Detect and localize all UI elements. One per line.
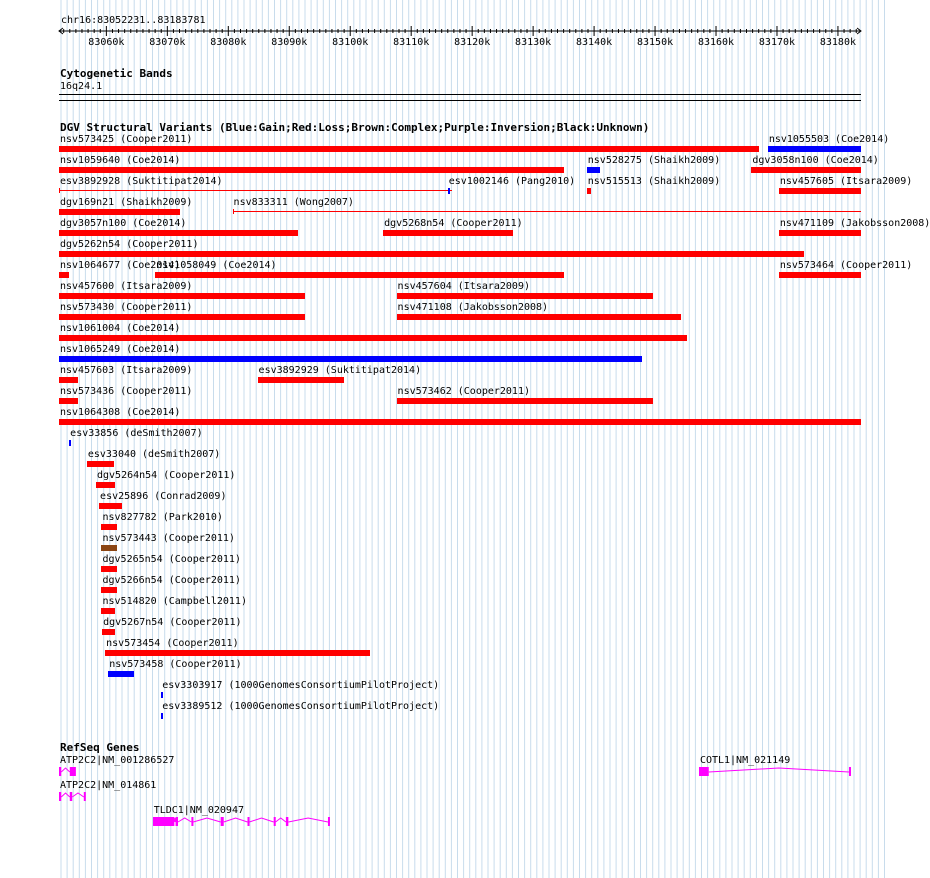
- dgv-feature-bar[interactable]: [779, 272, 861, 278]
- dgv-feature-label[interactable]: nsv514820 (Campbell2011): [102, 596, 247, 607]
- dgv-feature-bar[interactable]: [105, 650, 370, 656]
- refseq-intron: [249, 818, 273, 822]
- dgv-feature-bar[interactable]: [99, 503, 122, 509]
- dgv-feature-bar[interactable]: [59, 377, 78, 383]
- dgv-feature-label[interactable]: esv33040 (deSmith2007): [87, 449, 221, 460]
- refseq-intron: [174, 818, 175, 822]
- dgv-feature-label[interactable]: nsv573458 (Cooper2011): [109, 659, 242, 670]
- dgv-feature-label[interactable]: nsv573454 (Cooper2011): [106, 638, 239, 649]
- dgv-feature-label[interactable]: dgv5262n54 (Cooper2011): [60, 239, 199, 250]
- ruler-track[interactable]: [0, 22, 890, 62]
- location-label: chr16:83052231..83183781: [61, 15, 206, 26]
- dgv-feature-label[interactable]: nsv1065249 (Coe2014): [60, 344, 181, 355]
- dgv-feature-bar[interactable]: [101, 587, 116, 593]
- dgv-feature-label[interactable]: nsv573462 (Cooper2011): [397, 386, 530, 397]
- dgv-feature-label[interactable]: nsv573464 (Cooper2011): [779, 260, 913, 271]
- refseq-intron: [223, 818, 247, 822]
- ruler-tick-label: 83130k: [515, 37, 552, 48]
- refseq-gene-model[interactable]: [59, 791, 90, 805]
- dgv-feature-bar[interactable]: [108, 671, 134, 677]
- dgv-feature-label[interactable]: nsv528275 (Shaikh2009): [587, 155, 721, 166]
- dgv-feature-bar[interactable]: [233, 211, 861, 212]
- ruler-tick-label: 83160k: [697, 37, 735, 48]
- refseq-exon: [191, 817, 193, 826]
- dgv-feature-bar[interactable]: [59, 419, 861, 425]
- refseq-gene-model[interactable]: [153, 816, 334, 830]
- dgv-feature-bar[interactable]: [155, 272, 564, 278]
- dgv-feature-label[interactable]: dgv3057n100 (Coe2014): [60, 218, 187, 229]
- ruler-tick-label: 83150k: [636, 37, 674, 48]
- refseq-intron: [178, 818, 191, 822]
- dgv-feature-bar[interactable]: [96, 482, 115, 488]
- refseq-intron: [61, 768, 70, 772]
- dgv-feature-label[interactable]: esv3303917 (1000GenomesConsortiumPilotProject): [162, 680, 440, 691]
- dgv-feature-label[interactable]: nsv1064308 (Coe2014): [60, 407, 181, 418]
- refseq-gene-model[interactable]: [699, 766, 865, 780]
- dgv-track-title: DGV Structural Variants (Blue:Gain;Red:Loss;Brown:Complex;Purple:Inversion;Black:Unknown): [60, 121, 650, 134]
- dgv-feature-label[interactable]: esv3892929 (Suktitipat2014): [258, 365, 422, 376]
- ruler-tick-label: 83070k: [149, 37, 186, 48]
- refseq-track-title: RefSeq Genes: [60, 741, 140, 754]
- dgv-feature-bar[interactable]: [397, 314, 682, 320]
- ruler-tick-label: 83120k: [454, 37, 491, 48]
- refseq-exon: [70, 792, 72, 801]
- dgv-feature-label[interactable]: nsv457604 (Itsara2009): [397, 281, 530, 292]
- refseq-exon: [286, 817, 288, 826]
- cytoband-track-title: Cytogenetic Bands: [60, 67, 173, 80]
- dgv-feature-bar[interactable]: [59, 190, 452, 191]
- refseq-exon: [247, 817, 249, 826]
- cytoband-label[interactable]: 16q24.1: [60, 81, 103, 92]
- dgv-feature-label[interactable]: nsv1061004 (Coe2014): [60, 323, 181, 334]
- cytoband-divider: [59, 94, 861, 95]
- dgv-feature-bar[interactable]: [59, 293, 305, 299]
- refseq-intron: [709, 768, 849, 772]
- dgv-feature-label[interactable]: dgv5264n54 (Cooper2011): [96, 470, 236, 481]
- dgv-feature-bar[interactable]: [161, 692, 163, 698]
- dgv-feature-bar[interactable]: [59, 209, 180, 215]
- refseq-gene-label[interactable]: ATP2C2|NM_014861: [60, 780, 157, 791]
- dgv-feature-label[interactable]: esv3892928 (Suktitipat2014): [60, 176, 223, 187]
- dgv-feature-bar[interactable]: [59, 230, 298, 236]
- ruler-tick-label: 83170k: [758, 37, 796, 48]
- dgv-feature-label[interactable]: esv33856 (deSmith2007): [70, 428, 203, 439]
- ruler-tick-label: 83100k: [332, 37, 369, 48]
- dgv-feature-bar[interactable]: [101, 524, 116, 530]
- dgv-feature-bar[interactable]: [59, 335, 687, 341]
- refseq-exon: [70, 767, 76, 776]
- dgv-feature-bar[interactable]: [779, 230, 861, 236]
- refseq-exon: [59, 792, 61, 801]
- dgv-feature-label[interactable]: dgv5265n54 (Cooper2011): [102, 554, 241, 565]
- dgv-feature-label[interactable]: nsv1058049 (Coe2014): [156, 260, 277, 271]
- refseq-exon: [699, 767, 709, 776]
- dgv-feature-label[interactable]: esv3389512 (1000GenomesConsortiumPilotProject): [162, 701, 440, 712]
- dgv-feature-label[interactable]: nsv471108 (Jakobsson2008): [397, 302, 549, 313]
- dgv-feature-bar[interactable]: [59, 356, 642, 362]
- dgv-feature-label[interactable]: dgv5266n54 (Cooper2011): [102, 575, 241, 586]
- dgv-feature-bar[interactable]: [768, 146, 861, 152]
- dgv-feature-bar[interactable]: [101, 608, 114, 614]
- dgv-feature-bar[interactable]: [59, 272, 69, 278]
- dgv-feature-bar[interactable]: [587, 167, 600, 173]
- refseq-intron: [61, 793, 70, 797]
- cytoband-divider: [59, 100, 861, 101]
- refseq-gene-label[interactable]: ATP2C2|NM_001286527: [60, 755, 175, 766]
- dgv-feature-bar[interactable]: [751, 167, 861, 173]
- dgv-feature-bar[interactable]: [59, 167, 564, 173]
- dgv-feature-label[interactable]: dgv3058n100 (Coe2014): [752, 155, 879, 166]
- dgv-feature-label[interactable]: nsv515513 (Shaikh2009): [587, 176, 721, 187]
- dgv-feature-bar[interactable]: [383, 230, 513, 236]
- dgv-feature-bar[interactable]: [59, 398, 78, 404]
- refseq-gene-label[interactable]: TLDC1|NM_020947: [153, 805, 244, 816]
- refseq-intron: [193, 818, 220, 822]
- dgv-feature-label[interactable]: nsv1059640 (Coe2014): [60, 155, 181, 166]
- dgv-feature-bar[interactable]: [101, 545, 116, 551]
- dgv-feature-bar[interactable]: [258, 377, 345, 383]
- ruler-tick-label: 83090k: [271, 37, 308, 48]
- ruler-tick-label: 83110k: [393, 37, 430, 48]
- ruler-tick-label: 83180k: [819, 37, 857, 48]
- dgv-feature-bar[interactable]: [397, 398, 653, 404]
- dgv-feature-label[interactable]: dgv5268n54 (Cooper2011): [384, 218, 523, 229]
- dgv-feature-label[interactable]: nsv457600 (Itsara2009): [60, 281, 193, 292]
- dgv-feature-label[interactable]: nsv457605 (Itsara2009): [779, 176, 913, 187]
- dgv-feature-bar[interactable]: [102, 629, 115, 635]
- dgv-feature-bar[interactable]: [87, 461, 114, 467]
- ruler-tick-label: 83060k: [88, 37, 125, 48]
- ruler-tick-label: 83080k: [210, 37, 247, 48]
- refseq-exon: [220, 817, 223, 826]
- dgv-feature-label[interactable]: nsv1064677 (Coe2014): [60, 260, 181, 271]
- ruler-tick-label: 83140k: [576, 37, 613, 48]
- refseq-intron: [275, 818, 285, 822]
- dgv-feature-label[interactable]: nsv827782 (Park2010): [102, 512, 223, 523]
- dgv-feature-label[interactable]: nsv573425 (Cooper2011): [60, 134, 193, 145]
- refseq-exon: [273, 817, 275, 826]
- dgv-feature-bar[interactable]: [397, 293, 653, 299]
- refseq-intron: [288, 818, 328, 822]
- dgv-feature-bar[interactable]: [161, 713, 163, 719]
- dgv-feature-label[interactable]: esv25896 (Conrad2009): [100, 491, 227, 502]
- dgv-feature-label[interactable]: dgv169n21 (Shaikh2009): [60, 197, 193, 208]
- dgv-feature-label[interactable]: nsv573430 (Cooper2011): [60, 302, 193, 313]
- dgv-feature-bar[interactable]: [448, 188, 450, 194]
- dgv-feature-label[interactable]: esv1002146 (Pang2010): [448, 176, 576, 187]
- refseq-exon: [84, 792, 86, 801]
- dgv-feature-bar[interactable]: [59, 146, 759, 152]
- dgv-feature-label[interactable]: nsv1055503 (Coe2014): [768, 134, 890, 145]
- dgv-feature-label[interactable]: dgv5267n54 (Cooper2011): [103, 617, 242, 628]
- dgv-feature-label[interactable]: nsv573443 (Cooper2011): [102, 533, 235, 544]
- dgv-feature-label[interactable]: nsv573436 (Cooper2011): [60, 386, 193, 397]
- refseq-exon: [175, 817, 177, 826]
- refseq-exon: [328, 817, 330, 826]
- refseq-gene-label[interactable]: COTL1|NM_021149: [699, 755, 791, 766]
- dgv-feature-bar[interactable]: [69, 440, 71, 446]
- refseq-intron: [72, 793, 84, 797]
- refseq-exon: [849, 767, 851, 776]
- dgv-feature-bar[interactable]: [779, 188, 861, 194]
- dgv-feature-label[interactable]: nsv833311 (Wong2007): [233, 197, 354, 208]
- dgv-feature-bar[interactable]: [59, 251, 804, 257]
- dgv-feature-bar[interactable]: [587, 188, 591, 194]
- dgv-feature-label[interactable]: nsv457603 (Itsara2009): [60, 365, 193, 376]
- dgv-feature-label[interactable]: nsv471109 (Jakobsson2008): [779, 218, 930, 229]
- dgv-feature-bar[interactable]: [59, 314, 305, 320]
- refseq-exon: [59, 767, 61, 776]
- refseq-gene-model[interactable]: [59, 766, 80, 780]
- refseq-exon: [153, 817, 174, 826]
- dgv-feature-bar[interactable]: [101, 566, 116, 572]
